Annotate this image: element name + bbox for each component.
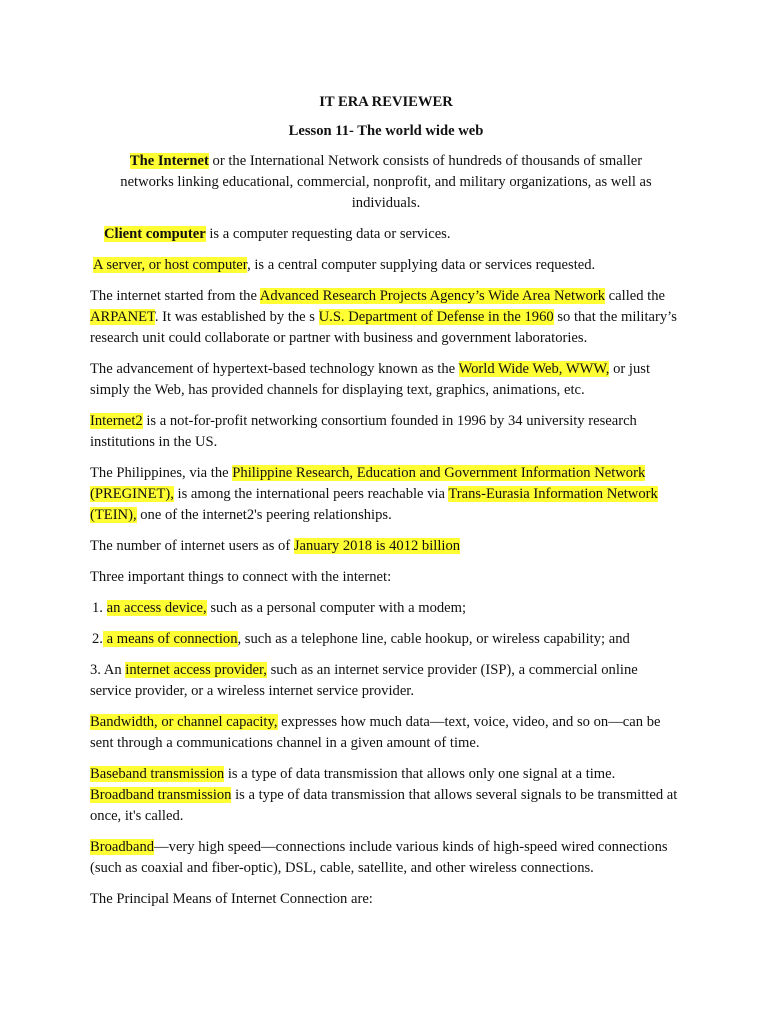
paragraph-text: . It was established by the s <box>154 309 319 325</box>
list-number: 3. An <box>90 662 126 678</box>
list-number: 2. <box>92 631 103 647</box>
paragraph-text: one of the internet2's peering relationships. <box>136 507 392 523</box>
paragraph-text: called the <box>605 288 665 304</box>
paragraph-three-things: Three important things to connect with the internet: <box>90 569 392 585</box>
highlight-term: Client computer <box>104 226 206 242</box>
paragraph-transmission <box>90 764 682 827</box>
paragraph-internet2 <box>90 411 682 453</box>
highlight-term: Internet2 <box>90 413 143 429</box>
highlight-term: World Wide Web, WWW, <box>458 361 610 377</box>
lesson-title: Lesson 11- The world wide web <box>288 123 484 139</box>
paragraph-text: The internet started from the <box>90 288 260 304</box>
paragraph-bandwidth <box>90 712 682 754</box>
document-title: IT ERA REVIEWER <box>319 94 453 110</box>
paragraph-internet-users <box>90 536 682 557</box>
paragraph-www <box>90 359 682 401</box>
paragraph-internet <box>90 151 682 214</box>
paragraph-text: —very high speed—connections include various kinds of high-speed wired connections (such as coaxial and fiber-optic), DSL, cable, satellite, and other wireless connections. <box>90 839 668 876</box>
highlight-term: an access device, <box>106 600 207 616</box>
highlight-term: Philippine Research, Education and Government Information Network (PREGINET), <box>90 465 646 502</box>
highlight-term: Bandwidth, or channel capacity, <box>90 714 278 730</box>
highlight-term: internet access provider, <box>125 662 267 678</box>
highlight-term: A server, or host computer <box>93 257 248 273</box>
paragraph-text: The Philippines, via the <box>90 465 233 481</box>
highlight-term: U.S. Department of Defense in the 1960 <box>318 309 554 325</box>
paragraph-text: is a not-for-profit networking consortium founded in 1996 by 34 university research institutions in the US. <box>90 413 637 450</box>
list-item-2 <box>90 629 682 650</box>
paragraph-broadband <box>90 837 682 879</box>
highlight-term: Broadband <box>90 839 155 855</box>
highlight-term: ARPANET <box>90 309 155 325</box>
paragraph-text: The advancement of hypertext-based technology known as the <box>90 361 459 377</box>
highlight-term: Baseband transmission <box>90 766 225 782</box>
highlight-term: Trans-Eurasia Information Network (TEIN), <box>90 486 658 523</box>
highlight-term: The Internet <box>129 153 209 169</box>
list-item-1 <box>90 598 682 619</box>
paragraph-text: , is a central computer supplying data or services requested. <box>247 257 596 273</box>
paragraph-arpanet <box>90 286 682 349</box>
paragraph-text: , such as a telephone line, cable hookup, or wireless capability; and <box>237 631 630 647</box>
highlight-term: January 2018 is 4012 billion <box>293 538 461 554</box>
paragraph-text: so that the military’s research unit could collaborate or partner with business and government laboratories. <box>90 309 677 346</box>
paragraph-text: such as a personal computer with a modem; <box>206 600 467 616</box>
paragraph-text: is among the international peers reachable via <box>173 486 449 502</box>
paragraph-text: is a type of data transmission that allows several signals to be transmitted at once, it's called. <box>90 787 678 824</box>
paragraph-text: expresses how much data—text, voice, video, and so on—can be sent through a communications channel in a given amount of time. <box>90 714 661 751</box>
paragraph-client-computer <box>90 224 682 245</box>
paragraph-text: The number of internet users as of <box>90 538 294 554</box>
paragraph-text: or the International Network consists of hundreds of thousands of smaller networks linking educational, commercial, nonprofit, and military organizations, as well as individuals. <box>120 153 652 211</box>
paragraph-text: is a computer requesting data or services. <box>205 226 451 242</box>
list-item-3 <box>90 660 682 702</box>
highlight-term: a means of connection <box>102 631 238 647</box>
highlight-term: Advanced Research Projects Agency’s Wide Area Network <box>259 288 606 304</box>
document-page <box>90 92 682 910</box>
list-number: 1. <box>92 600 107 616</box>
paragraph-text: such as an internet service provider (ISP), a commercial online service provider, or a wireless internet service provider. <box>90 662 638 699</box>
paragraph-server <box>90 255 682 276</box>
paragraph-preginet <box>90 463 682 526</box>
paragraph-text: is a type of data transmission that allows only one signal at a time. <box>224 766 616 782</box>
highlight-term: Broadband transmission <box>90 787 232 803</box>
paragraph-principal-means: The Principal Means of Internet Connection are: <box>90 891 373 907</box>
paragraph-text: or just simply the Web, has provided channels for displaying text, graphics, animations, etc. <box>90 361 651 398</box>
